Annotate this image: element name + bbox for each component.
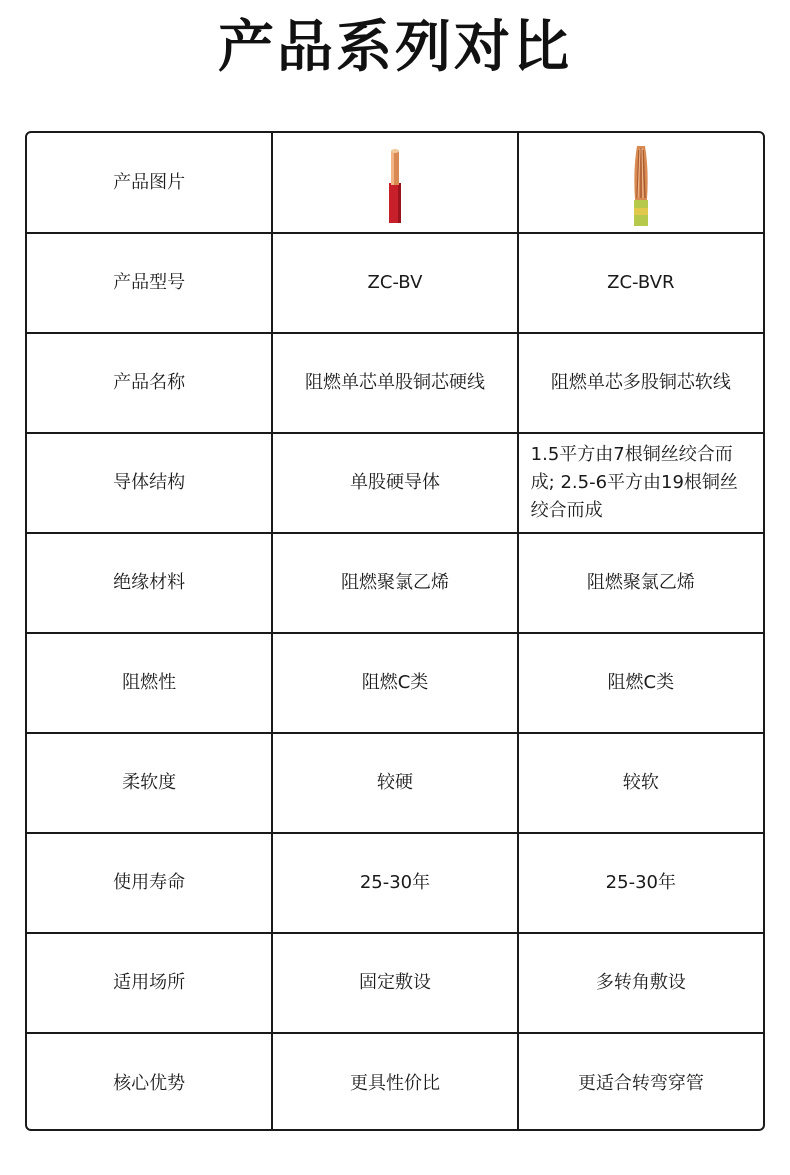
row-label-advantage: 核心优势 bbox=[27, 1033, 272, 1131]
bvr-flexibility: 较软 bbox=[518, 733, 763, 833]
bvr-conductor: 1.5平方由7根铜丝绞合而成; 2.5-6平方由19根铜丝绞合而成 bbox=[518, 433, 763, 533]
comparison-table bbox=[25, 131, 765, 1131]
table-row-insulation bbox=[27, 533, 763, 633]
row-label-insulation: 绝缘材料 bbox=[27, 533, 272, 633]
bv-lifespan: 25-30年 bbox=[272, 833, 517, 933]
table-row-image bbox=[27, 133, 763, 233]
row-label-image: 产品图片 bbox=[27, 133, 272, 233]
table-row-conductor bbox=[27, 433, 763, 533]
bv-image-cell bbox=[272, 133, 517, 233]
bvr-flame-retardancy: 阻燃C类 bbox=[518, 633, 763, 733]
table-row-name bbox=[27, 333, 763, 433]
bv-flexibility: 较硬 bbox=[272, 733, 517, 833]
bvr-model: ZC-BVR bbox=[518, 233, 763, 333]
table-row-flexibility bbox=[27, 733, 763, 833]
bv-application: 固定敷设 bbox=[272, 933, 517, 1033]
bvr-name: 阻燃单芯多股铜芯软线 bbox=[518, 333, 763, 433]
bv-advantage: 更具性价比 bbox=[272, 1033, 517, 1131]
bvr-image-cell bbox=[518, 133, 763, 233]
bv-conductor: 单股硬导体 bbox=[272, 433, 517, 533]
bvr-insulation: 阻燃聚氯乙烯 bbox=[518, 533, 763, 633]
solid-red-wire-icon bbox=[375, 143, 415, 223]
bv-flame-retardancy: 阻燃C类 bbox=[272, 633, 517, 733]
row-label-application: 适用场所 bbox=[27, 933, 272, 1033]
table-row-flame-retardancy bbox=[27, 633, 763, 733]
table-row-application bbox=[27, 933, 763, 1033]
table-row-lifespan bbox=[27, 833, 763, 933]
bvr-application: 多转角敷设 bbox=[518, 933, 763, 1033]
row-label-lifespan: 使用寿命 bbox=[27, 833, 272, 933]
bvr-lifespan: 25-30年 bbox=[518, 833, 763, 933]
table-row-advantage bbox=[27, 1033, 763, 1131]
bvr-advantage: 更适合转弯穿管 bbox=[518, 1033, 763, 1131]
row-label-model: 产品型号 bbox=[27, 233, 272, 333]
row-label-conductor: 导体结构 bbox=[27, 433, 272, 533]
bv-insulation: 阻燃聚氯乙烯 bbox=[272, 533, 517, 633]
row-label-flexibility: 柔软度 bbox=[27, 733, 272, 833]
page-title: 产品系列对比 bbox=[218, 15, 572, 80]
bv-model: ZC-BV bbox=[272, 233, 517, 333]
table-row-model bbox=[27, 233, 763, 333]
stranded-copper-wire-icon bbox=[621, 140, 661, 226]
bv-name: 阻燃单芯单股铜芯硬线 bbox=[272, 333, 517, 433]
row-label-name: 产品名称 bbox=[27, 333, 272, 433]
row-label-flame-retardancy: 阻燃性 bbox=[27, 633, 272, 733]
